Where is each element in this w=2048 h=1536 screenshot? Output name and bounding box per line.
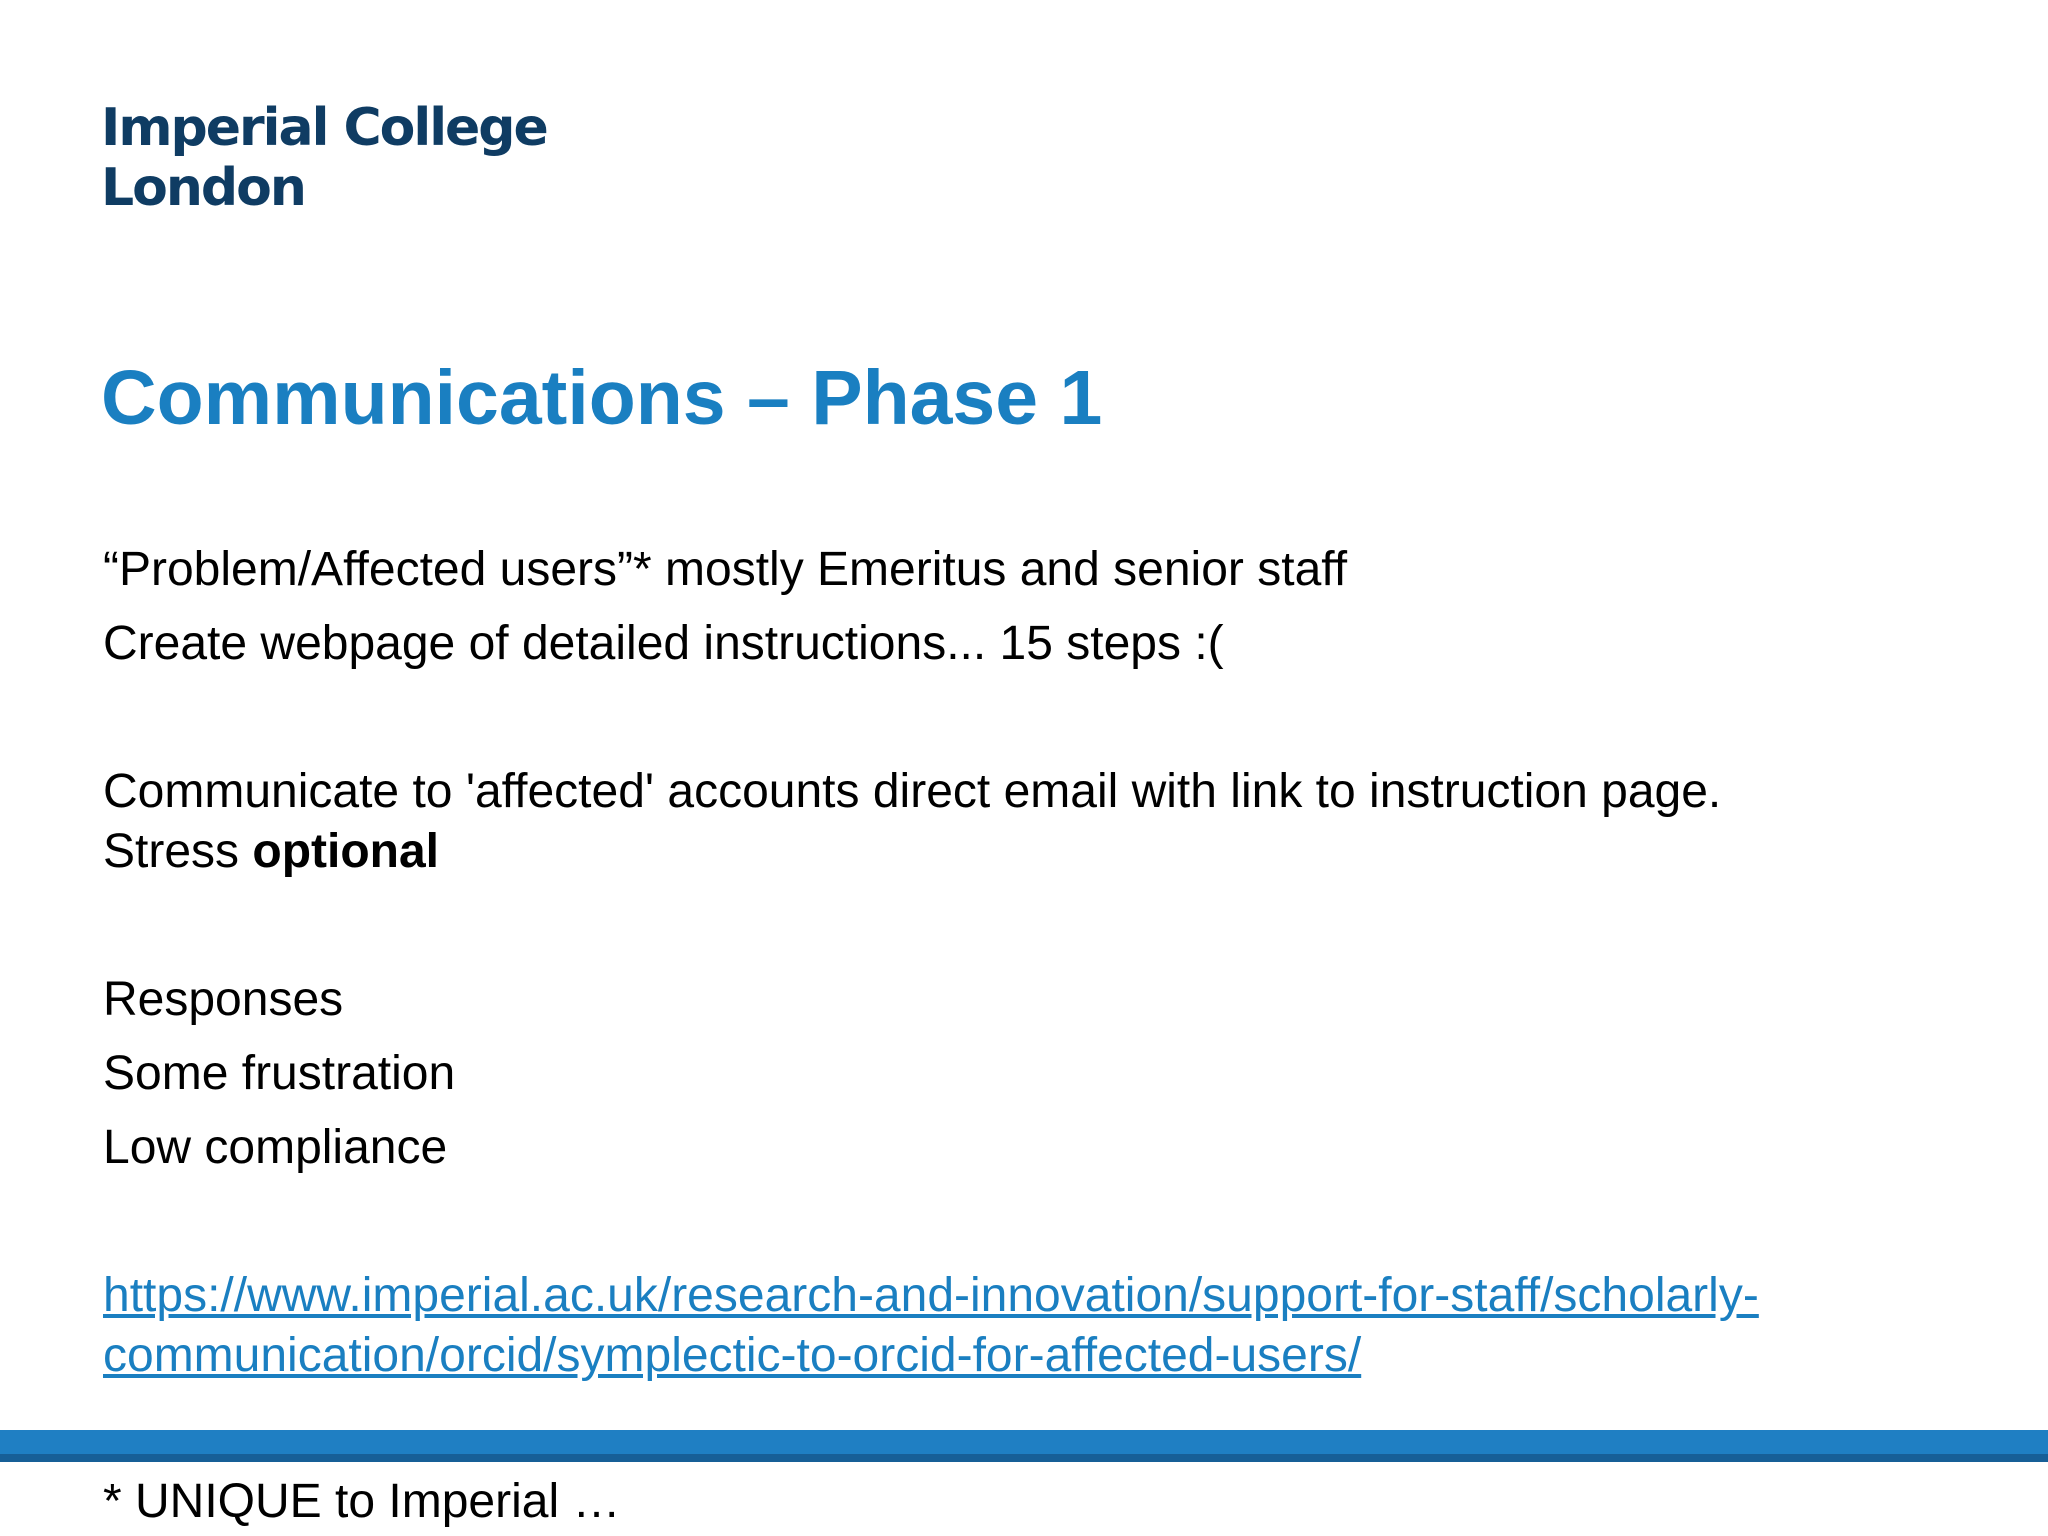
body-line-frustration: Some frustration bbox=[103, 1047, 456, 1100]
slide-title: Communications – Phase 1 bbox=[101, 355, 1103, 441]
body-line-low-compliance: Low compliance bbox=[103, 1121, 448, 1174]
logo-line-1: Imperial College bbox=[101, 98, 547, 158]
body-line-stress-optional bbox=[103, 822, 439, 882]
link-part-1: https://www.imperial.ac.uk/research-and-innovation/support-for-staff/scholarly- bbox=[103, 1269, 1759, 1322]
logo-line-2: London bbox=[101, 158, 305, 218]
body-line-affected-users: “Problem/Affected users”* mostly Emeritus and senior staff bbox=[103, 543, 1348, 596]
stress-bold-word: optional bbox=[252, 825, 440, 878]
footer-bar-shade bbox=[0, 1454, 2048, 1462]
instructions-link[interactable] bbox=[103, 1266, 1943, 1386]
body-line-create-webpage: Create webpage of detailed instructions... 15 steps :( bbox=[103, 617, 1224, 670]
footnote: * UNIQUE to Imperial … bbox=[103, 1475, 621, 1528]
body-line-communicate: Communicate to 'affected' accounts direct email with link to instruction page. bbox=[103, 765, 1722, 818]
imperial-college-logo bbox=[101, 98, 547, 218]
link-part-2: communication/orcid/symplectic-to-orcid-for-affected-users/ bbox=[103, 1329, 1362, 1382]
body-line-responses: Responses bbox=[103, 973, 344, 1026]
stress-prefix: Stress bbox=[103, 825, 253, 878]
